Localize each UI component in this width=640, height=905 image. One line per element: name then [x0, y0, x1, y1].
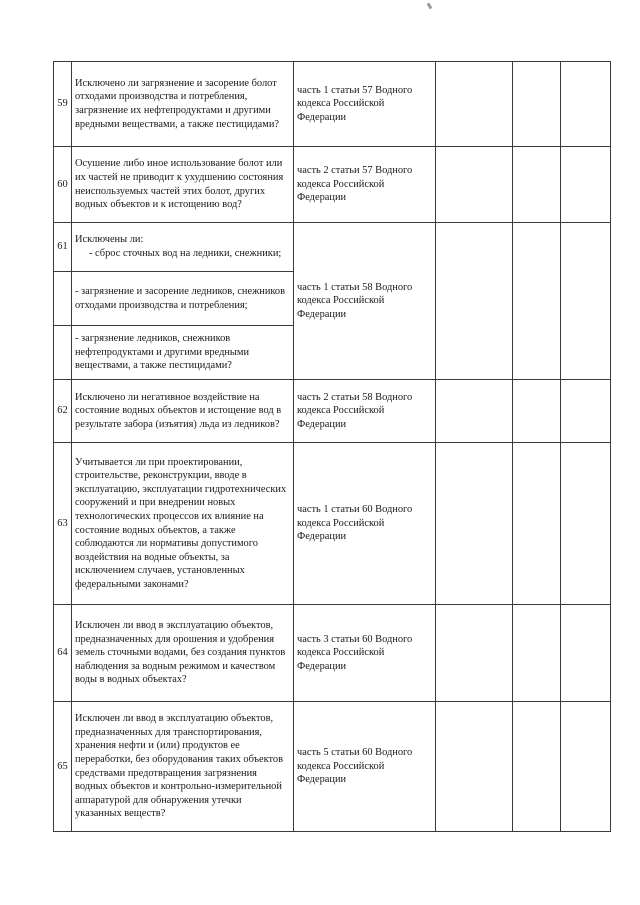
- check-cell: [436, 147, 513, 223]
- legal-reference: часть 1 статьи 58 Водного кодекса Российской Федерации: [294, 223, 436, 380]
- check-cell: [513, 443, 561, 605]
- question-text: Исключено ли загрязнение и засорение болот отходами производства и потребления, загрязнение их нефтепродуктами и другими вредными веществами, а также пестицидами?: [72, 62, 294, 147]
- check-cell: [513, 702, 561, 832]
- check-cell: [513, 605, 561, 702]
- table-row: [54, 702, 611, 832]
- question-item: - загрязнение ледников, снежников нефтепродуктами и другими вредными веществами, а также пестицидами?: [72, 326, 294, 380]
- row-number: 59: [54, 62, 72, 147]
- legal-reference: часть 1 статьи 60 Водного кодекса Российской Федерации: [294, 443, 436, 605]
- check-cell: [513, 147, 561, 223]
- table-row: [54, 223, 611, 272]
- check-cell: [436, 62, 513, 147]
- check-cell: [513, 62, 561, 147]
- check-cell: [561, 702, 611, 832]
- check-cell: [436, 223, 513, 380]
- check-cell: [513, 380, 561, 443]
- row-number: 63: [54, 443, 72, 605]
- scan-mark: [427, 3, 433, 10]
- table-row: [54, 443, 611, 605]
- check-cell: [561, 443, 611, 605]
- check-cell: [436, 702, 513, 832]
- question-text: Исключен ли ввод в эксплуатацию объектов, предназначенных для транспортирования, хранения нефти и (или) продуктов ее переработки, без оборудования таких объектов средствами предотвращения загрязнения водных объектов и контрольно-измерительной аппаратурой для обнаружения утечки указанных веществ?: [72, 702, 294, 832]
- question-item: - сброс сточных вод на ледники, снежники;: [89, 248, 282, 259]
- question-text: Учитывается ли при проектировании, строительстве, реконструкции, вводе в эксплуатацию, эксплуатации гидротехнических сооружений и при внедрении новых технологических процессов их влияние на состояние водных объектов, а также соблюдаются ли нормативы допустимого воздействия на водные объекты, за исключением случаев, установленных федеральными законами?: [72, 443, 294, 605]
- question-item: - загрязнение и засорение ледников, снежников отходами производства и потребления;: [72, 272, 294, 326]
- table-row: [54, 147, 611, 223]
- question-text: Исключено ли негативное воздействие на состояние водных объектов и истощение вод в результате забора (изъятия) льда из ледников?: [72, 380, 294, 443]
- table-row: [54, 380, 611, 443]
- check-cell: [513, 223, 561, 380]
- row-number: 60: [54, 147, 72, 223]
- check-cell: [436, 605, 513, 702]
- question-text: Исключен ли ввод в эксплуатацию объектов, предназначенных для орошения и удобрения земель сточными водами, без создания пунктов наблюдения за водным режимом и качеством воды в водных объектах?: [72, 605, 294, 702]
- check-cell: [436, 380, 513, 443]
- question-intro: Исключены ли:: [75, 234, 144, 246]
- legal-reference: часть 2 статьи 57 Водного кодекса Российской Федерации: [294, 147, 436, 223]
- check-cell: [561, 223, 611, 380]
- table-row: [54, 62, 611, 147]
- table-row: [54, 605, 611, 702]
- row-number: 62: [54, 380, 72, 443]
- check-cell: [561, 147, 611, 223]
- legal-reference: часть 5 статьи 60 Водного кодекса Российской Федерации: [294, 702, 436, 832]
- row-number: 61: [54, 223, 72, 272]
- check-cell: [561, 380, 611, 443]
- row-number: [54, 326, 72, 380]
- legal-reference: часть 1 статьи 57 Водного кодекса Российской Федерации: [294, 62, 436, 147]
- check-cell: [561, 605, 611, 702]
- check-cell: [436, 443, 513, 605]
- legal-reference: часть 3 статьи 60 Водного кодекса Российской Федерации: [294, 605, 436, 702]
- checklist-table: [53, 61, 611, 832]
- row-number: [54, 272, 72, 326]
- row-number: 65: [54, 702, 72, 832]
- question-text: [72, 223, 294, 272]
- row-number: 64: [54, 605, 72, 702]
- check-cell: [561, 62, 611, 147]
- question-text: Осушение либо иное использование болот или их частей не приводит к ухудшению состояния неиспользуемых частей этих болот, других водных объектов и к истощению вод?: [72, 147, 294, 223]
- legal-reference: часть 2 статьи 58 Водного кодекса Российской Федерации: [294, 380, 436, 443]
